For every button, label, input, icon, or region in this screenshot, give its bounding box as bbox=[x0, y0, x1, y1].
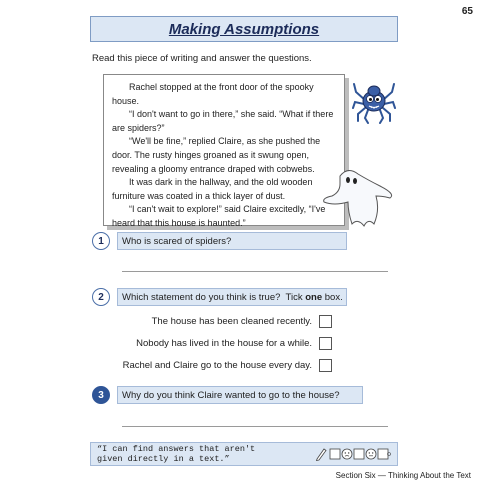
question-3 bbox=[92, 386, 363, 404]
rating-icons[interactable] bbox=[329, 447, 391, 461]
tick-box[interactable] bbox=[319, 337, 332, 350]
story-paragraph: “We'll be fine,” replied Claire, as she pushed the door. The rusty hinges groaned as it swung open, revealing a gloomy entrance draped with cobwebs. bbox=[112, 136, 321, 174]
option-label: The house has been cleaned recently. bbox=[151, 316, 312, 327]
question-text-part: box. bbox=[322, 291, 343, 303]
question-text bbox=[117, 288, 347, 306]
pencil-icon bbox=[315, 447, 327, 461]
question-text: Who is scared of spiders? bbox=[117, 232, 347, 250]
learning-objective-line: given directly in a text.” bbox=[97, 454, 230, 464]
question-text-part: Which statement do you think is true? Tick bbox=[122, 291, 306, 303]
option-row bbox=[123, 359, 332, 372]
section-footer: Section Six — Thinking About the Text bbox=[335, 471, 471, 480]
question-number: 1 bbox=[92, 232, 110, 250]
story-paragraph: It was dark in the hallway, and the old wooden furniture was coated in a thick layer of dust. bbox=[112, 177, 313, 201]
spider-illustration bbox=[352, 78, 396, 124]
instruction-text: Read this piece of writing and answer the questions. bbox=[92, 53, 312, 64]
self-assessment-icons bbox=[315, 447, 391, 461]
answer-line-3[interactable] bbox=[122, 426, 388, 427]
learning-objective-box bbox=[90, 442, 398, 466]
tick-box[interactable] bbox=[319, 359, 332, 372]
ghost-illustration bbox=[318, 166, 398, 228]
question-number: 2 bbox=[92, 288, 110, 306]
title-banner bbox=[90, 16, 398, 42]
option-label: Nobody has lived in the house for a while. bbox=[136, 338, 312, 349]
question-number: 3 bbox=[92, 386, 110, 404]
option-row bbox=[136, 337, 332, 350]
story-box bbox=[103, 74, 345, 226]
learning-objective bbox=[97, 444, 255, 464]
question-1 bbox=[92, 232, 347, 250]
question-text-emphasis: one bbox=[305, 291, 323, 303]
story-paragraph: “I can't wait to explore!” said Claire excitedly, “I've heard that this house is haunted.” bbox=[112, 204, 326, 228]
page-number: 65 bbox=[461, 6, 473, 17]
learning-objective-line: “I can find answers that aren't bbox=[97, 444, 256, 454]
option-label: Rachel and Claire go to the house every day. bbox=[122, 360, 312, 371]
story-paragraph: “I don't want to go in there,” she said. “What if there are spiders?” bbox=[112, 109, 334, 133]
question-text: Why do you think Claire wanted to go to the house? bbox=[117, 386, 363, 404]
option-row bbox=[152, 315, 332, 328]
question-2 bbox=[92, 288, 347, 306]
story-paragraph: Rachel stopped at the front door of the spooky house. bbox=[112, 82, 314, 106]
answer-line-1[interactable] bbox=[122, 271, 388, 272]
tick-box[interactable] bbox=[319, 315, 332, 328]
page-title: Making Assumptions bbox=[168, 20, 320, 38]
